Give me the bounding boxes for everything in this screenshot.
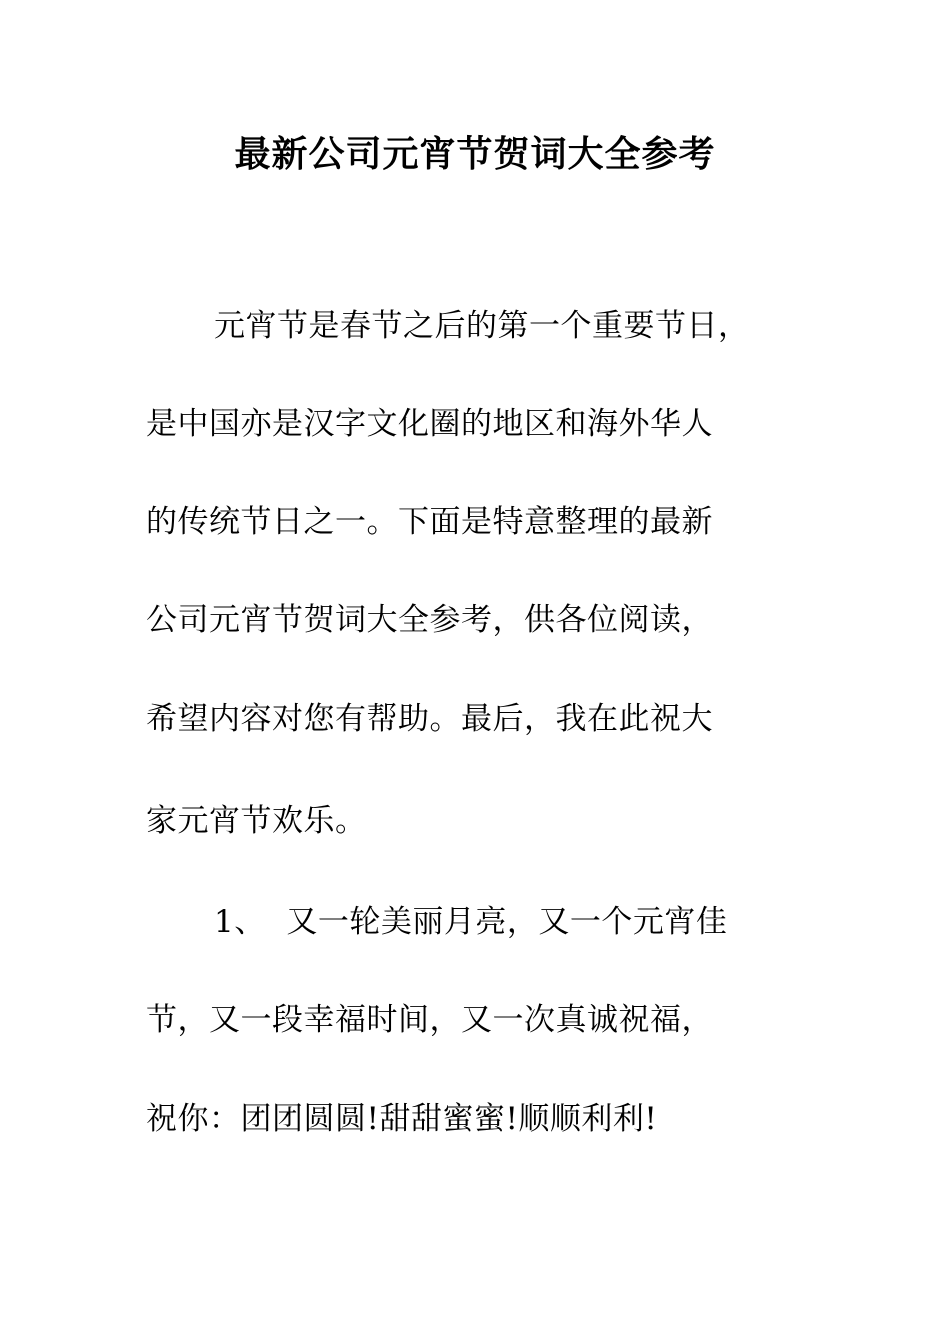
intro-line-4: 公司元宵节贺词大全参考，供各位阅读，: [146, 602, 713, 638]
intro-line-1: 元宵节是春节之后的第一个重要节日，: [214, 308, 750, 344]
intro-line-5: 希望内容对您有帮助。最后，我在此祝大: [146, 701, 713, 737]
intro-line-2: 是中国亦是汉字文化圈的地区和海外华人: [146, 406, 713, 442]
item1-line-2: 节，又一段幸福时间，又一次真诚祝福，: [146, 1002, 713, 1038]
document-title: 最新公司元宵节贺词大全参考: [234, 133, 716, 175]
item1-line-1: 1、 又一轮美丽月亮，又一个元宵佳: [214, 904, 728, 940]
intro-line-6: 家元宵节欢乐。: [146, 803, 367, 839]
item1-line-3: 祝你：团团圆圆!甜甜蜜蜜!顺顺利利!: [146, 1101, 658, 1137]
intro-line-3: 的传统节日之一。下面是特意整理的最新: [146, 504, 713, 540]
